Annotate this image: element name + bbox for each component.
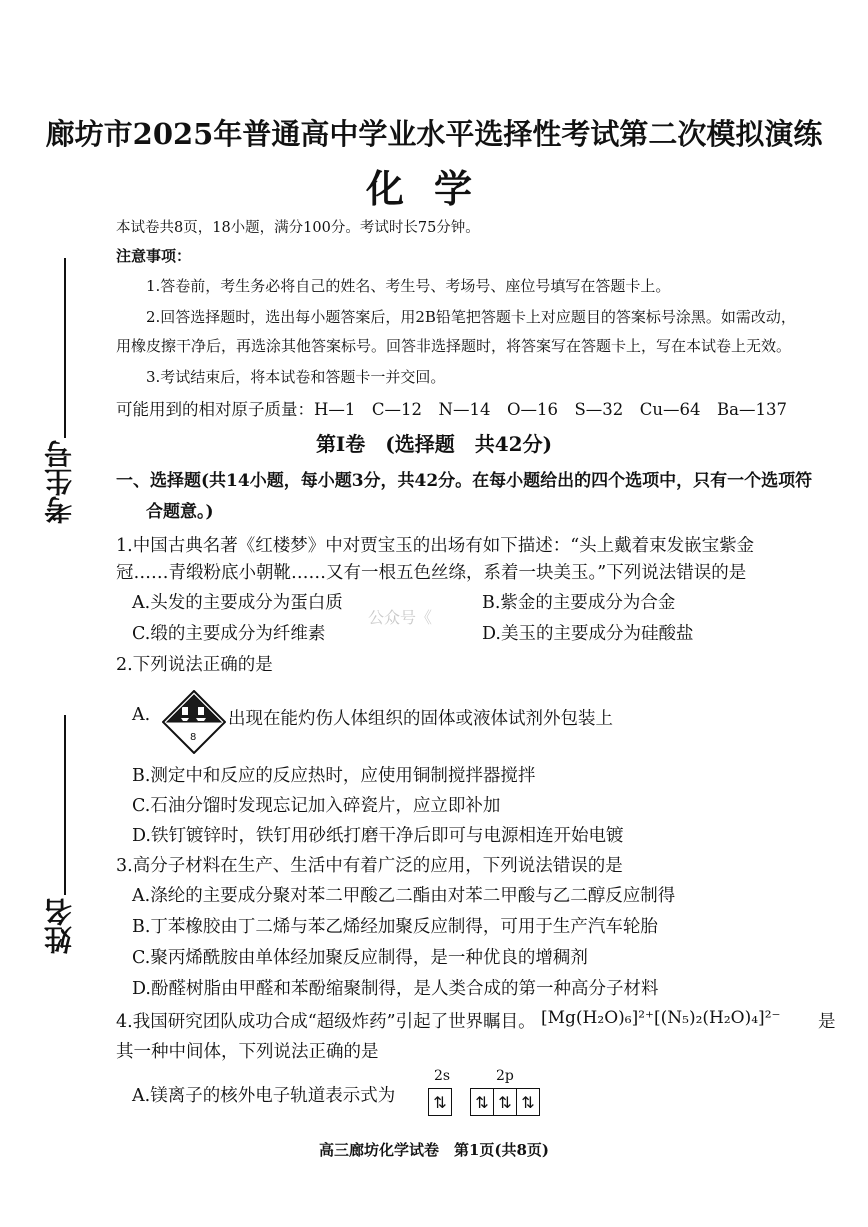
- q1-option-c: C.缎的主要成分为纤维素: [132, 624, 326, 644]
- notice-item-1: 1.答卷前，考生务必将自己的姓名、考生号、考场号、座位号填写在答题卡上。: [146, 277, 671, 295]
- exam-no-label: 考生号: [43, 440, 76, 524]
- exam-no-underline: [64, 258, 66, 438]
- q3-option-b: B.丁苯橡胶由丁二烯与苯乙烯经加聚反应制得，可用于生产汽车轮胎: [132, 917, 658, 937]
- hazard-class-label: 8: [190, 732, 197, 743]
- q3-option-d: D.酚醛树脂由甲醛和苯酚缩聚制得，是人类合成的第一种高分子材料: [132, 979, 659, 999]
- name-label: 姓名: [43, 898, 76, 954]
- page-title: 廊坊市2025年普通高中学业水平选择性考试第二次模拟演练: [45, 117, 823, 151]
- orbital-2p-box: [470, 1088, 540, 1116]
- q3-option-a: A.涤纶的主要成分聚对苯二甲酸乙二酯由对苯二甲酸与乙二醇反应制得: [132, 886, 676, 906]
- orbital-2p-cell-3: ⇅: [516, 1089, 539, 1115]
- orbital-2s-box: [428, 1088, 452, 1116]
- q2-option-b: B.测定中和反应的反应热时，应使用铜制搅拌器搅拌: [132, 766, 536, 786]
- q1-option-d: D.美玉的主要成分为硅酸盐: [482, 624, 694, 644]
- notice-item-3: 3.考试结束后，将本试卷和答题卡一并交回。: [146, 368, 446, 386]
- atomic-masses: 可能用到的相对原子质量：H—1 C—12 N—14 O—16 S—32 Cu—64 Ba—137: [116, 400, 787, 419]
- orbital-2p-label: 2p: [496, 1068, 514, 1084]
- q2-option-a-prefix: A.: [132, 705, 151, 725]
- q4-stem-part1: 4.我国研究团队成功合成“超级炸药”引起了世界瞩目。: [116, 1012, 536, 1032]
- q1-option-a: A.头发的主要成分为蛋白质: [132, 593, 343, 613]
- q2-option-d: D.铁钉镀锌时，铁钉用砂纸打磨干净后即可与电源相连开始电镀: [132, 826, 624, 846]
- intro-text: 本试卷共8页，18小题，满分100分。考试时长75分钟。: [116, 220, 480, 236]
- q2-option-a-text: 出现在能灼伤人体组织的固体或液体试剂外包装上: [228, 709, 613, 729]
- q4-formula: [Mg(H₂O)₆]²⁺[(N₅)₂(H₂O)₄]²⁻: [541, 1008, 781, 1028]
- notice-item-2-cont: 用橡皮擦干净后，再选涂其他答案标号。回答非选择题时，将答案写在答题卡上，写在本试卷上无效。: [116, 337, 792, 355]
- name-underline: [64, 715, 66, 895]
- q3-stem: 3.高分子材料在生产、生活中有着广泛的应用，下列说法错误的是: [116, 856, 623, 876]
- orbital-2p-cell-1: ⇅: [475, 1092, 489, 1112]
- notice-item-2: 2.回答选择题时，选出每小题答案后，用2B铅笔把答题卡上对应题目的答案标号涂黑。如需改动，: [146, 308, 796, 326]
- page-footer: 高三廊坊化学试卷 第1页(共8页): [318, 1141, 550, 1159]
- notice-title: 注意事项：: [116, 247, 192, 265]
- q1-option-b: B.紫金的主要成分为合金: [482, 593, 676, 613]
- q2-stem: 2.下列说法正确的是: [116, 655, 273, 675]
- q2-option-c: C.石油分馏时发现忘记加入碎瓷片，应立即补加: [132, 796, 501, 816]
- orbital-2s-cell: ⇅: [433, 1092, 447, 1112]
- part-instruction-cont: 合题意。): [146, 502, 214, 522]
- q1-stem-line2: 冠……青缎粉底小朝靴……又有一根五色丝绦，系着一块美玉。”下列说法错误的是: [116, 563, 747, 583]
- q3-option-c: C.聚丙烯酰胺由单体经加聚反应制得，是一种优良的增稠剂: [132, 948, 588, 968]
- q4-stem-line2: 其一种中间体，下列说法正确的是: [116, 1042, 379, 1062]
- q1-stem-line1: 1.中国古典名著《红楼梦》中对贾宝玉的出场有如下描述：“头上戴着束发嵌宝紫金: [116, 536, 755, 556]
- q4-stem-part2: 是: [818, 1012, 836, 1032]
- q4-option-a: A.镁离子的核外电子轨道表示式为: [132, 1086, 396, 1106]
- watermark: 公众号《: [368, 608, 433, 627]
- orbital-2p-cell-2: ⇅: [493, 1089, 516, 1115]
- corrosive-hazard-icon: [162, 690, 226, 754]
- orbital-2s-label: 2s: [434, 1068, 451, 1084]
- section-title: 第Ⅰ卷 (选择题 共42分): [315, 432, 553, 456]
- subject-title: 化学: [365, 166, 502, 211]
- part-instruction: 一、选择题(共14小题，每小题3分，共42分。在每小题给出的四个选项中，只有一个选项符: [116, 471, 813, 491]
